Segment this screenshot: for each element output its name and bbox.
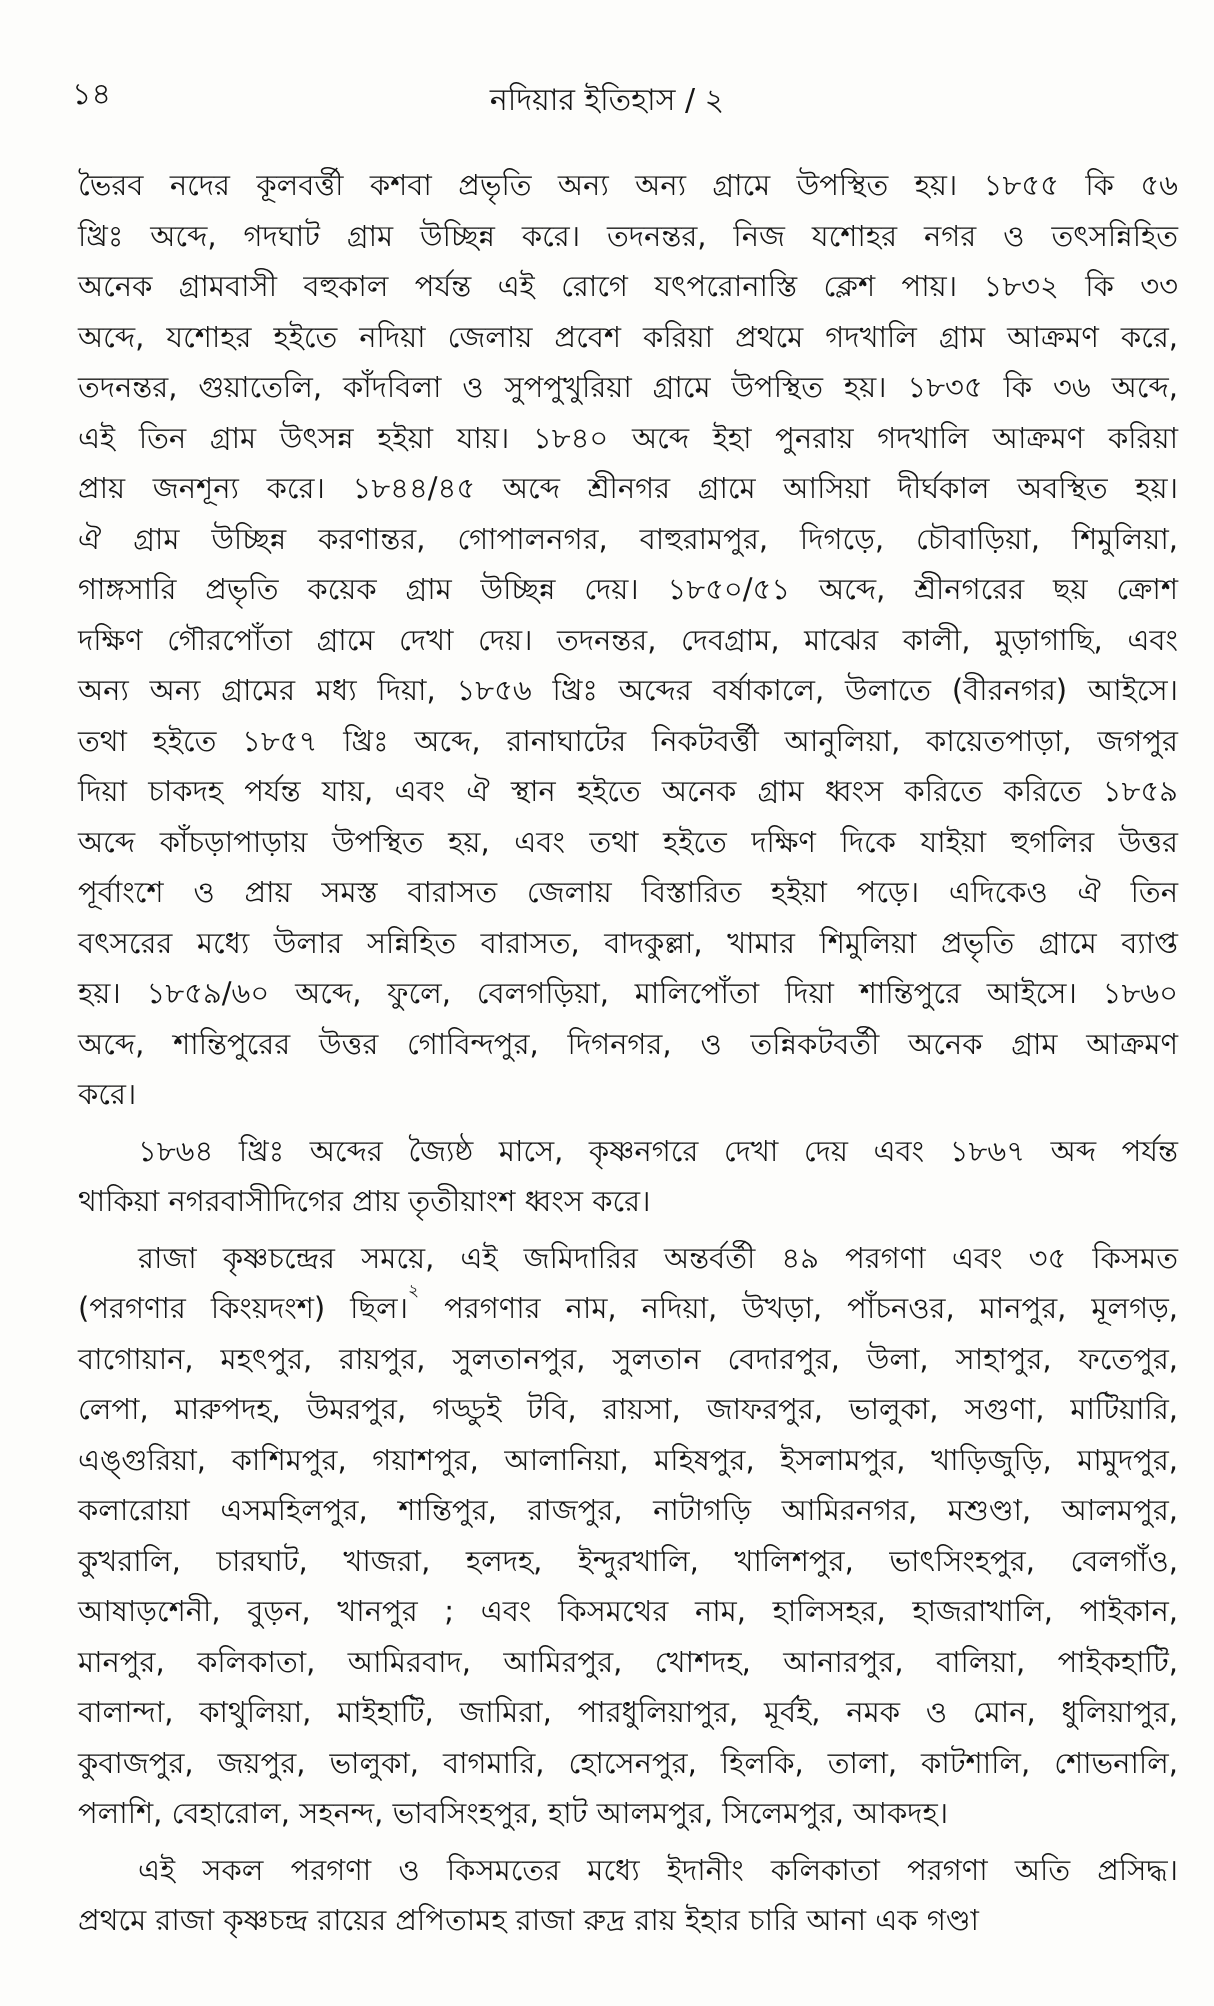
- paragraph-krishnanagar: [78, 1126, 1178, 1227]
- text-line: লেপা, মারুপদহ, উমরপুর, গড্ডুই টবি, রায়সা, জাফরপুর, ভালুকা, সগুণা, মাটিয়ারি,: [78, 1392, 1178, 1426]
- text-line: এই তিন গ্রাম উৎসন্ন হইয়া যায়। ১৮৪০ অব্দে ইহা পুনরায় গদখালি আক্রমণ করিয়া: [78, 420, 1178, 455]
- text-line: খ্রিঃ অব্দে, গদঘাট গ্রাম উচ্ছিন্ন করে। তদনন্তর, নিজ যশোহর নগর ও তৎসন্নিহিত: [78, 218, 1178, 253]
- text-line: অন্য অন্য গ্রামের মধ্য দিয়া, ১৮৫৬ খ্রিঃ অব্দের বর্ষাকালে, উলাতে (বীরনগর) আইসে।: [78, 673, 1178, 707]
- text-line: অনেক গ্রামবাসী বহুকাল পর্যন্ত এই রোগে যৎপরোনাস্তি ক্লেশ পায়। ১৮৩২ কি ৩৩: [78, 269, 1178, 303]
- text-line: কুখরালি, চারঘাট, খাজরা, হলদহ, ইন্দুরখালি, খালিশপুর, ভাৎসিংহপুর, বেলগাঁও,: [78, 1543, 1178, 1578]
- text-line: ঐ গ্রাম উচ্ছিন্ন করণান্তর, গোপালনগর, বাহুরামপুর, দিগড়ে, চৌবাড়িয়া, শিমুলিয়া,: [78, 521, 1178, 556]
- page-number: ১৪: [72, 77, 111, 112]
- text-line: আষাড়শেনী, বুড়ন, খানপুর ; এবং কিসমথের নাম, হালিসহর, হাজরাখালি, পাইকান,: [78, 1594, 1178, 1628]
- text-line: এঙ্গুরিয়া, কাশিমপুর, গয়াশপুর, আলানিয়া, মহিষপুর, ইসলামপুর, খাড়িজুড়ি, মামুদপুর,: [78, 1442, 1178, 1477]
- text-line: রাজা কৃষ্ণচন্দ্রের সময়ে, এই জমিদারির অন্তর্বর্তী ৪৯ পরগণা এবং ৩৫ কিসমত: [138, 1240, 1178, 1275]
- text-line: বালান্দা, কাথুলিয়া, মাইহাটি, জামিরা, পারধুলিয়াপুর, মূর্বই, নমক ও মোন, ধুলিয়াপুর,: [78, 1695, 1178, 1729]
- text-line: কলারোয়া এসমহিলপুর, শান্তিপুর, রাজপুর, নাটাগড়ি আমিরনগর, মশুণ্ডা, আলমপুর,: [78, 1493, 1178, 1527]
- text-line: মানপুর, কলিকাতা, আমিরবাদ, আমিরপুর, খোশদহ, আনারপুর, বালিয়া, পাইকহাটি,: [78, 1644, 1178, 1679]
- text-segment: (পরগণার কিংয়দংশ) ছিল।: [78, 1291, 409, 1325]
- text-line: প্রায় জনশূন্য করে। ১৮৪৪/৪৫ অব্দে শ্রীনগর গ্রামে আসিয়া দীর্ঘকাল অবস্থিত হয়।: [78, 471, 1178, 505]
- text-line: বৎসরের মধ্যে উলার সন্নিহিত বারাসত, বাদকুল্লা, খামার শিমুলিয়া প্রভৃতি গ্রামে ব্যাপ্ত: [78, 925, 1178, 960]
- text-segment: পরগণার নাম, নদিয়া, উখড়া, পাঁচনওর, মানপুর, মূলগড়,: [419, 1291, 1179, 1325]
- paragraph-kolkata-pargana: [78, 1845, 1178, 1946]
- text-line: অব্দে, শান্তিপুরের উত্তর গোবিন্দপুর, দিগনগর, ও তন্নিকটবর্তী অনেক গ্রাম আক্রমণ: [78, 1026, 1178, 1061]
- text-line: গাঙ্গসারি প্রভৃতি কয়েক গ্রাম উচ্ছিন্ন দেয়। ১৮৫০/৫১ অব্দে, শ্রীনগরের ছয় ক্রোশ: [78, 572, 1178, 606]
- paragraph-cholera-spread: [78, 160, 1178, 1120]
- text-line: ১৮৬৪ খ্রিঃ অব্দের জ্যৈষ্ঠ মাসে, কৃষ্ণনগরে দেখা দেয় এবং ১৮৬৭ অব্দ পর্যন্ত: [138, 1133, 1178, 1168]
- text-line: করে।: [78, 1077, 137, 1111]
- text-line: থাকিয়া নগরবাসীদিগের প্রায় তৃতীয়াংশ ধ্বংস করে।: [78, 1184, 651, 1218]
- text-line: অব্দে, যশোহর হইতে নদিয়া জেলায় প্রবেশ করিয়া প্রথমে গদখালি গ্রাম আক্রমণ করে,: [78, 319, 1178, 354]
- text-line: [78, 1283, 1178, 1334]
- text-line: তদনন্তর, গুয়াতেলি, কাঁদবিলা ও সুপপুখুরিয়া গ্রামে উপস্থিত হয়। ১৮৩৫ কি ৩৬ অব্দে,: [78, 370, 1178, 404]
- text-line: হয়। ১৮৫৯/৬০ অব্দে, ফুলে, বেলগড়িয়া, মালিপোঁতা দিয়া শান্তিপুরে আইসে। ১৮৬০: [78, 976, 1178, 1010]
- text-line: পূর্বাংশে ও প্রায় সমস্ত বারাসত জেলায় বিস্তারিত হইয়া পড়ে। এদিকেও ঐ তিন: [78, 875, 1178, 909]
- page-body: [78, 160, 1178, 1952]
- text-line: প্রথমে রাজা কৃষ্ণচন্দ্র রায়ের প্রপিতামহ রাজা রুদ্র রায় ইহার চারি আনা এক গণ্ডা: [78, 1903, 979, 1937]
- text-line: অব্দে কাঁচড়াপাড়ায় উপস্থিত হয়, এবং তথা হইতে দক্ষিণ দিকে যাইয়া হুগলির উত্তর: [78, 824, 1178, 859]
- text-line: বাগোয়ান, মহৎপুর, রায়পুর, সুলতানপুর, সুলতান বেদারপুর, উলা, সাহাপুর, ফতেপুর,: [78, 1341, 1178, 1376]
- text-line: কুবাজপুর, জয়পুর, ভালুকা, বাগমারি, হোসেনপুর, হিলকি, তালা, কাটশালি, শোভনালি,: [78, 1745, 1178, 1780]
- footnote-marker: ২: [408, 1281, 420, 1301]
- text-line: তথা হইতে ১৮৫৭ খ্রিঃ অব্দে, রানাঘাটের নিকটবর্ত্তী আনুলিয়া, কায়েতপাড়া, জগপুর: [78, 723, 1178, 758]
- running-title: নদিয়ার ইতিহাস / ২: [489, 83, 725, 118]
- text-line: ভৈরব নদের কূলবর্ত্তী কশবা প্রভৃতি অন্য অন্য গ্রামে উপস্থিত হয়। ১৮৫৫ কি ৫৬: [78, 168, 1178, 202]
- text-line: এই সকল পরগণা ও কিসমতের মধ্যে ইদানীং কলিকাতা পরগণা অতি প্রসিদ্ধ।: [138, 1852, 1178, 1887]
- text-line: দক্ষিণ গৌরপোঁতা গ্রামে দেখা দেয়। তদনন্তর, দেবগ্রাম, মাঝের কালী, মুড়াগাছি, এবং: [78, 622, 1178, 657]
- text-line: পলাশি, বেহারোল, সহনন্দ, ভাবসিংহপুর, হাট আলমপুর, সিলেমপুর, আকদহ।: [78, 1796, 949, 1830]
- text-line: দিয়া চাকদহ পর্যন্ত যায়, এবং ঐ স্থান হইতে অনেক গ্রাম ধ্বংস করিতে করিতে ১৮৫৯: [78, 774, 1178, 808]
- paragraph-parganas: [78, 1233, 1178, 1839]
